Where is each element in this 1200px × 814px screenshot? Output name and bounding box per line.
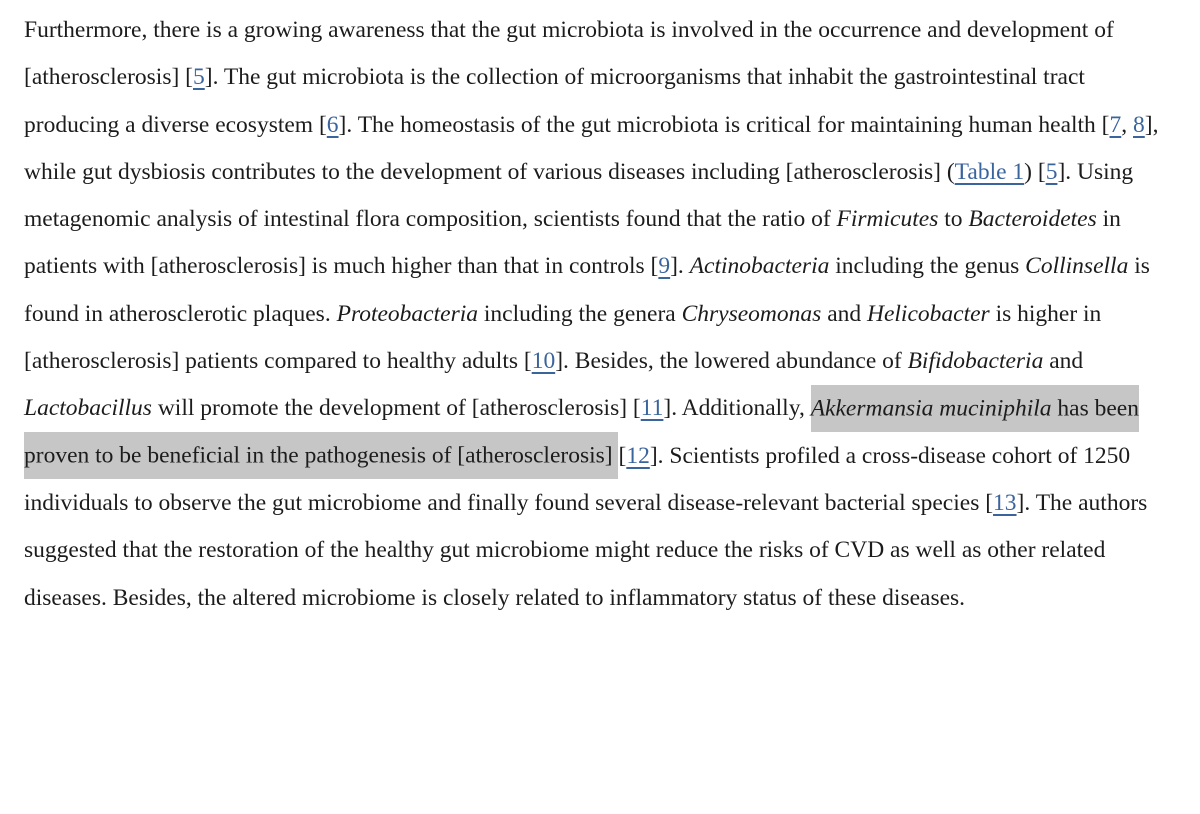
text-segment: including the genera [478, 300, 682, 327]
reference-link[interactable]: 11 [640, 395, 664, 422]
text-segment: ]. Scientists profiled a cross-disease cohort of 1250 individuals to observe the gut microbiome and finally found several disease-relevant bacterial species [ [24, 442, 1131, 516]
text-segment: ]. [670, 253, 690, 280]
text-segment: will promote the development of [atherosclerosis] [ [151, 395, 641, 422]
text-segment: is higher in [atherosclerosis] patients compared to healthy adults [ [24, 300, 1102, 375]
text-segment: [ [618, 442, 627, 469]
taxon-name: Firmicutes [836, 206, 939, 233]
taxon-name: Helicobacter [867, 300, 990, 327]
text-segment: ) [ [1024, 158, 1046, 185]
reference-link[interactable]: 5 [1045, 158, 1058, 185]
reference-link[interactable]: 8 [1133, 111, 1145, 138]
text-segment: , [1121, 111, 1134, 138]
reference-link[interactable]: 13 [993, 489, 1017, 516]
reference-link[interactable]: 9 [658, 253, 671, 280]
reference-link[interactable]: 6 [326, 111, 339, 138]
text-segment: ]. The homeostasis of the gut microbiota is critical for maintaining human health [ [338, 111, 1110, 138]
reference-link[interactable]: 10 [531, 348, 556, 375]
text-segment: is found in atherosclerotic plaques. [24, 253, 1150, 327]
text-segment: ]. The gut microbiota is the collection of microorganisms that inhabit the gastrointestinal tract producing a diverse ecosystem [ [24, 64, 1085, 138]
reference-link[interactable]: 5 [193, 64, 205, 91]
taxon-name: Proteobacteria [336, 300, 478, 327]
taxon-name: Bifidobacteria [907, 348, 1044, 375]
reference-link[interactable]: 7 [1109, 111, 1122, 138]
reference-link[interactable]: Table 1 [954, 158, 1025, 185]
text-segment: ], while gut dysbiosis contributes to the development of various diseases including [atherosclerosis] ( [24, 111, 1159, 185]
text-segment: including the genus [829, 253, 1026, 280]
text-segment: ]. The authors suggested that the restoration of the healthy gut microbiome might reduce the risks of CVD as well as other related diseases. Besides, the altered microbiome is closely related to inflammatory status of these diseases. [24, 489, 1148, 611]
text-segment: ]. Besides, the lowered abundance of [555, 348, 908, 375]
text-segment: Furthermore, there is a growing awareness that the gut microbiota is involved in the occurrence and development of [atherosclerosis] [ [24, 17, 1114, 91]
text-segment: to [938, 206, 969, 233]
taxon-name: Chryseomonas [681, 300, 822, 327]
taxon-name: Actinobacteria [689, 253, 830, 280]
taxon-name: Lactobacillus [24, 395, 152, 422]
highlighted-text: has been proven to be beneficial in the pathogenesis of [atherosclerosis] [24, 385, 1139, 479]
text-segment: in patients with [atherosclerosis] is much higher than that in controls [ [24, 206, 1121, 280]
text-segment: and [1043, 348, 1084, 375]
reference-link[interactable]: 12 [626, 442, 650, 469]
taxon-name: Bacteroidetes [968, 206, 1097, 233]
text-segment: ]. Additionally, [663, 395, 811, 422]
text-segment: ]. Using metagenomic analysis of intestinal flora composition, scientists found that the ratio of [24, 158, 1134, 233]
text-segment: and [821, 300, 867, 327]
taxon-name: Collinsella [1025, 253, 1129, 280]
highlighted-text: Akkermansia muciniphila [811, 385, 1052, 432]
